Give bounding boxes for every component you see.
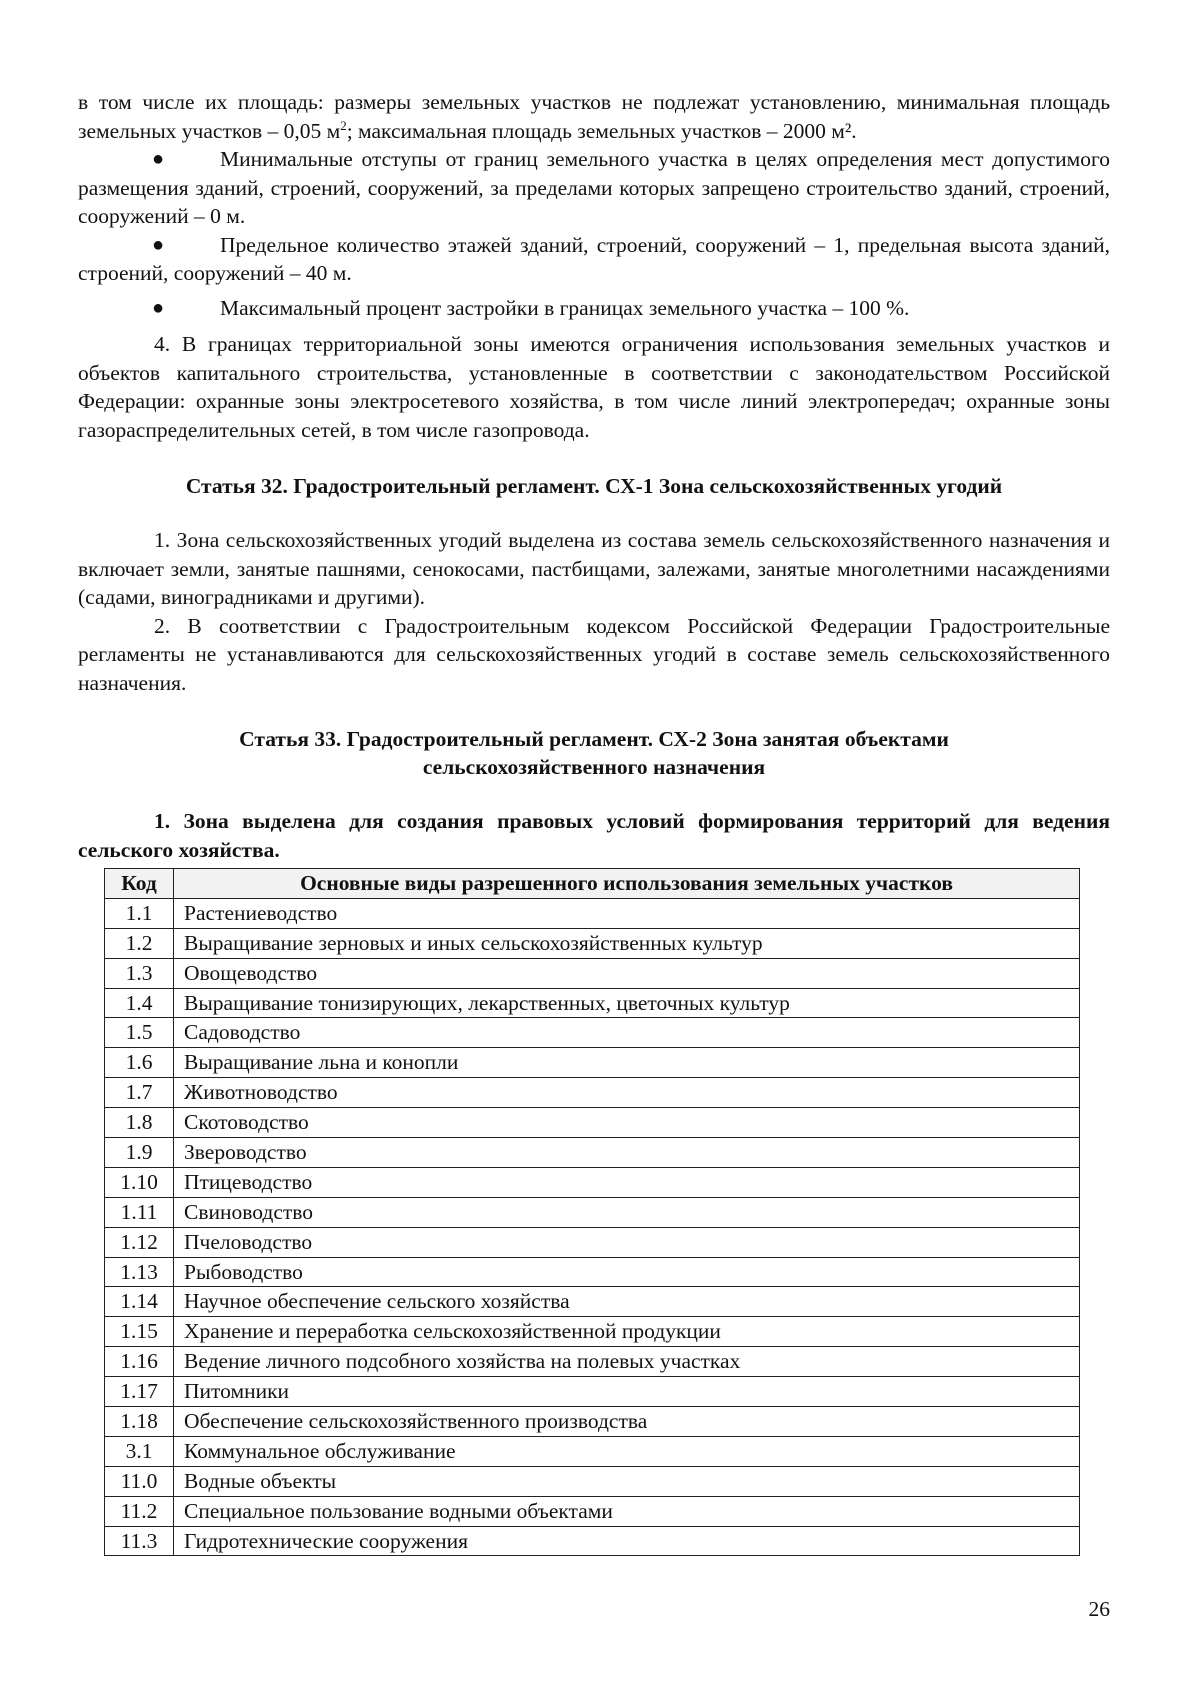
row-code: 1.5 bbox=[105, 1018, 174, 1048]
row-description: Питомники bbox=[174, 1377, 1080, 1407]
row-code: 1.12 bbox=[105, 1227, 174, 1257]
row-description: Скотоводство bbox=[174, 1108, 1080, 1138]
table-body bbox=[105, 898, 1080, 1556]
article-33-paragraph-1: 1. Зона выделена для создания правовых условий формирования территорий для ведения сельского хозяйства. bbox=[78, 809, 1110, 862]
row-description: Овощеводство bbox=[174, 958, 1080, 988]
table-row bbox=[105, 1257, 1080, 1287]
table-row bbox=[105, 1138, 1080, 1168]
bullet-icon: ● bbox=[152, 148, 165, 170]
table-row bbox=[105, 1466, 1080, 1496]
row-code: 1.8 bbox=[105, 1108, 174, 1138]
row-code: 1.10 bbox=[105, 1167, 174, 1197]
intro-paragraph: в том числе их площадь: размеры земельных участков не подлежат установлению, минимальная площадь земельных участков – 0,05 $м^2$; максимальная площадь земельных участков – 2000 м². bbox=[78, 90, 1110, 143]
article-33-title bbox=[78, 725, 1110, 781]
row-description: Выращивание зерновых и иных сельскохозяйственных культур bbox=[174, 928, 1080, 958]
bullet-item: ● Максимальный процент застройки в границах земельного участка – 100 %. bbox=[78, 294, 1110, 323]
table-row bbox=[105, 1407, 1080, 1437]
table-row bbox=[105, 1048, 1080, 1078]
row-code: 1.7 bbox=[105, 1078, 174, 1108]
row-code: 3.1 bbox=[105, 1436, 174, 1466]
table-row bbox=[105, 1167, 1080, 1197]
column-header-description: Основные виды разрешенного использования земельных участков bbox=[174, 869, 1080, 899]
row-code: 1.4 bbox=[105, 988, 174, 1018]
row-description: Гидротехнические сооружения bbox=[174, 1526, 1080, 1556]
table-row bbox=[105, 1108, 1080, 1138]
row-code: 11.2 bbox=[105, 1496, 174, 1526]
row-description: Обеспечение сельскохозяйственного производства bbox=[174, 1407, 1080, 1437]
row-code: 1.17 bbox=[105, 1377, 174, 1407]
article-32-title: Статья 32. Градостроительный регламент. СХ-1 Зона сельскохозяйственных угодий bbox=[185, 474, 1003, 498]
row-description: Выращивание тонизирующих, лекарственных, цветочных культур bbox=[174, 988, 1080, 1018]
row-description: Водные объекты bbox=[174, 1466, 1080, 1496]
column-header-code: Код bbox=[105, 869, 174, 899]
table-row bbox=[105, 1227, 1080, 1257]
row-description: Специальное пользование водными объектами bbox=[174, 1496, 1080, 1526]
row-description: Животноводство bbox=[174, 1078, 1080, 1108]
table-row bbox=[105, 1347, 1080, 1377]
table-header-row bbox=[105, 869, 1080, 899]
row-code: 1.11 bbox=[105, 1197, 174, 1227]
article-33-title-line-1: Статья 33. Градостроительный регламент. СХ-2 Зона занятая объектами bbox=[239, 727, 949, 751]
row-description: Ведение личного подсобного хозяйства на полевых участках bbox=[174, 1347, 1080, 1377]
row-description: Свиноводство bbox=[174, 1197, 1080, 1227]
row-code: 1.14 bbox=[105, 1287, 174, 1317]
table-row bbox=[105, 1377, 1080, 1407]
row-description: Рыбоводство bbox=[174, 1257, 1080, 1287]
row-description: Звероводство bbox=[174, 1138, 1080, 1168]
bullet-item: ● Минимальные отступы от границ земельного участка в целях определения мест допустимого размещения зданий, строений, сооружений, за пределами которых запрещено строительство зданий, строений, сооружений – 0 м. bbox=[78, 147, 1110, 228]
row-code: 1.16 bbox=[105, 1347, 174, 1377]
bullet-item: ● Предельное количество этажей зданий, строений, сооружений – 1, предельная высота зданий, строений, сооружений – 40 м. bbox=[78, 232, 1110, 285]
row-description: Садоводство bbox=[174, 1018, 1080, 1048]
table-row bbox=[105, 1078, 1080, 1108]
table-row bbox=[105, 958, 1080, 988]
article-32-paragraph-1: 1. Зона сельскохозяйственных угодий выделена из состава земель сельскохозяйственного назначения и включает земли, занятые пашнями, сенокосами, пастбищами, залежами, занятые многолетними насаждениями (садами, виноградниками и другими). bbox=[78, 528, 1110, 609]
row-code: 1.13 bbox=[105, 1257, 174, 1287]
table-row bbox=[105, 1496, 1080, 1526]
row-description: Научное обеспечение сельского хозяйства bbox=[174, 1287, 1080, 1317]
article-32-paragraph-2: 2. В соответствии с Градостроительным кодексом Российской Федерации Градостроительные регламенты не устанавливаются для сельскохозяйственных угодий в составе земель сельскохозяйственного назначения. bbox=[78, 613, 1110, 695]
bullet-icon: ● bbox=[152, 233, 165, 256]
article-33-title-line-2: сельскохозяйственного назначения bbox=[422, 755, 766, 779]
row-code: 11.3 bbox=[105, 1526, 174, 1556]
table-row bbox=[105, 1018, 1080, 1048]
bullet-icon: ● bbox=[152, 296, 165, 319]
row-description: Птицеводство bbox=[174, 1167, 1080, 1197]
table-row bbox=[105, 1436, 1080, 1466]
row-description: Растениеводство bbox=[174, 898, 1080, 928]
row-code: 1.6 bbox=[105, 1048, 174, 1078]
row-code: 1.9 bbox=[105, 1138, 174, 1168]
table-row bbox=[105, 1287, 1080, 1317]
row-description: Коммунальное обслуживание bbox=[174, 1436, 1080, 1466]
table-row bbox=[105, 1317, 1080, 1347]
page-number: 26 bbox=[1088, 1597, 1110, 1621]
table-row bbox=[105, 898, 1080, 928]
document-page bbox=[78, 88, 1110, 1556]
permitted-uses-table bbox=[104, 868, 1080, 1556]
row-code: 1.15 bbox=[105, 1317, 174, 1347]
row-code: 11.0 bbox=[105, 1466, 174, 1496]
row-code: 1.2 bbox=[105, 928, 174, 958]
table-row bbox=[105, 928, 1080, 958]
table-row bbox=[105, 988, 1080, 1018]
restrictions-paragraph: 4. В границах территориальной зоны имеются ограничения использования земельных участков и объектов капитального строительства, установленные в соответствии с законодательством Российской Федерации: охранные зоны электросетевого хозяйства, в том числе линий электропередач; охранные зоны газораспределительных сетей, в том числе газопровода. bbox=[78, 332, 1110, 442]
row-description: Хранение и переработка сельскохозяйственной продукции bbox=[174, 1317, 1080, 1347]
row-description: Выращивание льна и конопли bbox=[174, 1048, 1080, 1078]
row-description: Пчеловодство bbox=[174, 1227, 1080, 1257]
row-code: 1.3 bbox=[105, 958, 174, 988]
table-row bbox=[105, 1197, 1080, 1227]
row-code: 1.1 bbox=[105, 898, 174, 928]
table-row bbox=[105, 1526, 1080, 1556]
row-code: 1.18 bbox=[105, 1407, 174, 1437]
